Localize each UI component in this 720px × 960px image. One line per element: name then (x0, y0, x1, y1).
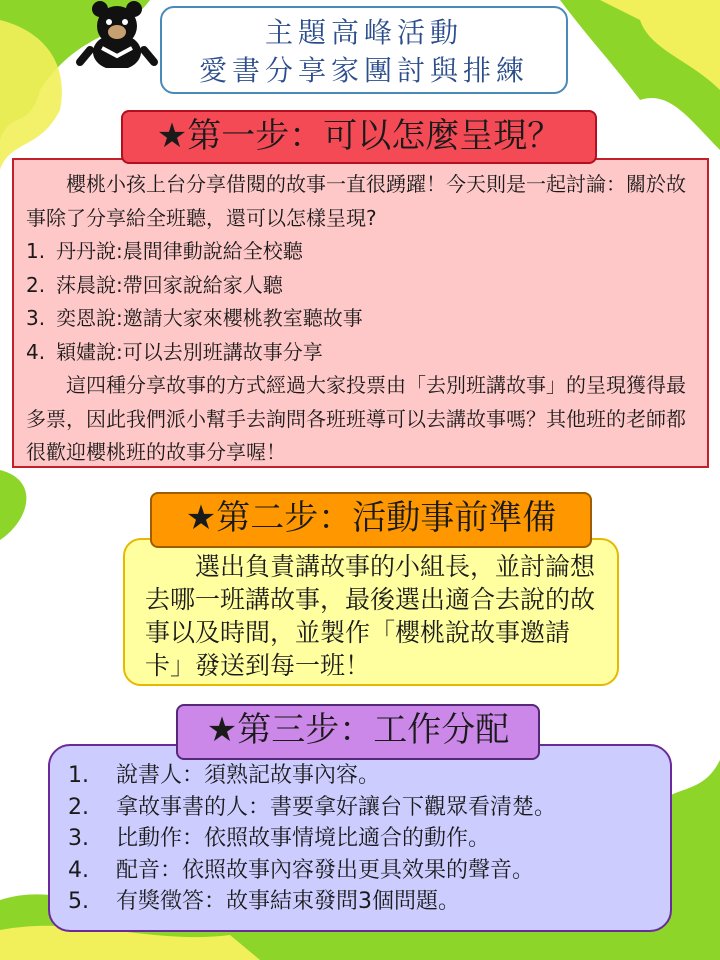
list-item (68, 792, 650, 824)
step1-list (26, 235, 697, 369)
step3-heading: ★第三步：工作分配 (176, 704, 540, 760)
list-item (68, 823, 650, 855)
step3-list (68, 760, 650, 918)
list-number: 3. (68, 826, 89, 851)
list-text: 配音：依照故事內容發出更具效果的聲音。 (116, 857, 535, 883)
list-number: 2. (26, 272, 46, 297)
step1-conclusion: 這四種分享故事的方式經過大家投票由「去別班講故事」的呈現獲得最多票，因此我們派小幫手去詢問各班班導可以去講故事嗎？其他班的老師都很歡迎櫻桃班的故事分享喔！ (26, 373, 686, 464)
step2-heading: ★第二步：活動事前準備 (150, 492, 592, 548)
step1-heading: ★第一步：可以怎麼呈現？ (121, 110, 597, 164)
list-text: 丹丹說:晨間律動說給全校聽 (56, 239, 303, 263)
list-text: 穎嫿說:可以去別班講故事分享 (56, 339, 323, 364)
title-line-2: 愛書分享家團討與排練 (198, 54, 529, 87)
list-number: 3. (26, 306, 46, 330)
list-text: 莯晨說:帶回家說給家人聽 (56, 272, 283, 297)
list-number: 4. (68, 857, 89, 883)
list-text: 奕恩說:邀請大家來櫻桃教室聽故事 (56, 306, 363, 330)
list-item (68, 886, 650, 918)
list-number: 1. (68, 763, 89, 788)
list-item (26, 235, 697, 269)
step1-intro: 櫻桃小孩上台分享借閱的故事一直很踴躍！今天則是一起討論：關於故事除了分享給全班聽，還可以怎樣呈現? (26, 172, 686, 230)
list-text: 拿故事書的人：書要拿好讓台下觀眾看清楚。 (116, 794, 557, 820)
list-item (26, 269, 697, 303)
black-bear-icon (72, 0, 162, 68)
list-number: 5. (68, 889, 89, 914)
title-line-1: 主題高峰活動 (264, 16, 463, 49)
step2-content (123, 538, 619, 686)
list-text: 比動作：依照故事情境比適合的動作。 (116, 826, 491, 851)
list-number: 2. (68, 794, 89, 820)
list-item (68, 760, 650, 792)
step3-content (48, 744, 672, 932)
list-item (26, 336, 697, 370)
step1-content (12, 158, 709, 468)
green-splash-mid-left (0, 470, 26, 540)
step2-body: 選出負責講故事的小組長，並討論想去哪一班講故事，最後選出適合去說的故事以及時間，並製作「櫻桃說故事邀請卡」發送到每一班！ (145, 552, 596, 680)
list-number: 1. (26, 239, 46, 263)
list-item (26, 302, 697, 336)
list-item (68, 855, 650, 887)
list-text: 說書人：須熟記故事內容。 (116, 763, 381, 788)
page-title (160, 6, 568, 94)
list-number: 4. (26, 339, 46, 364)
list-text: 有獎徵答：故事結束發問3個問題。 (116, 889, 460, 914)
